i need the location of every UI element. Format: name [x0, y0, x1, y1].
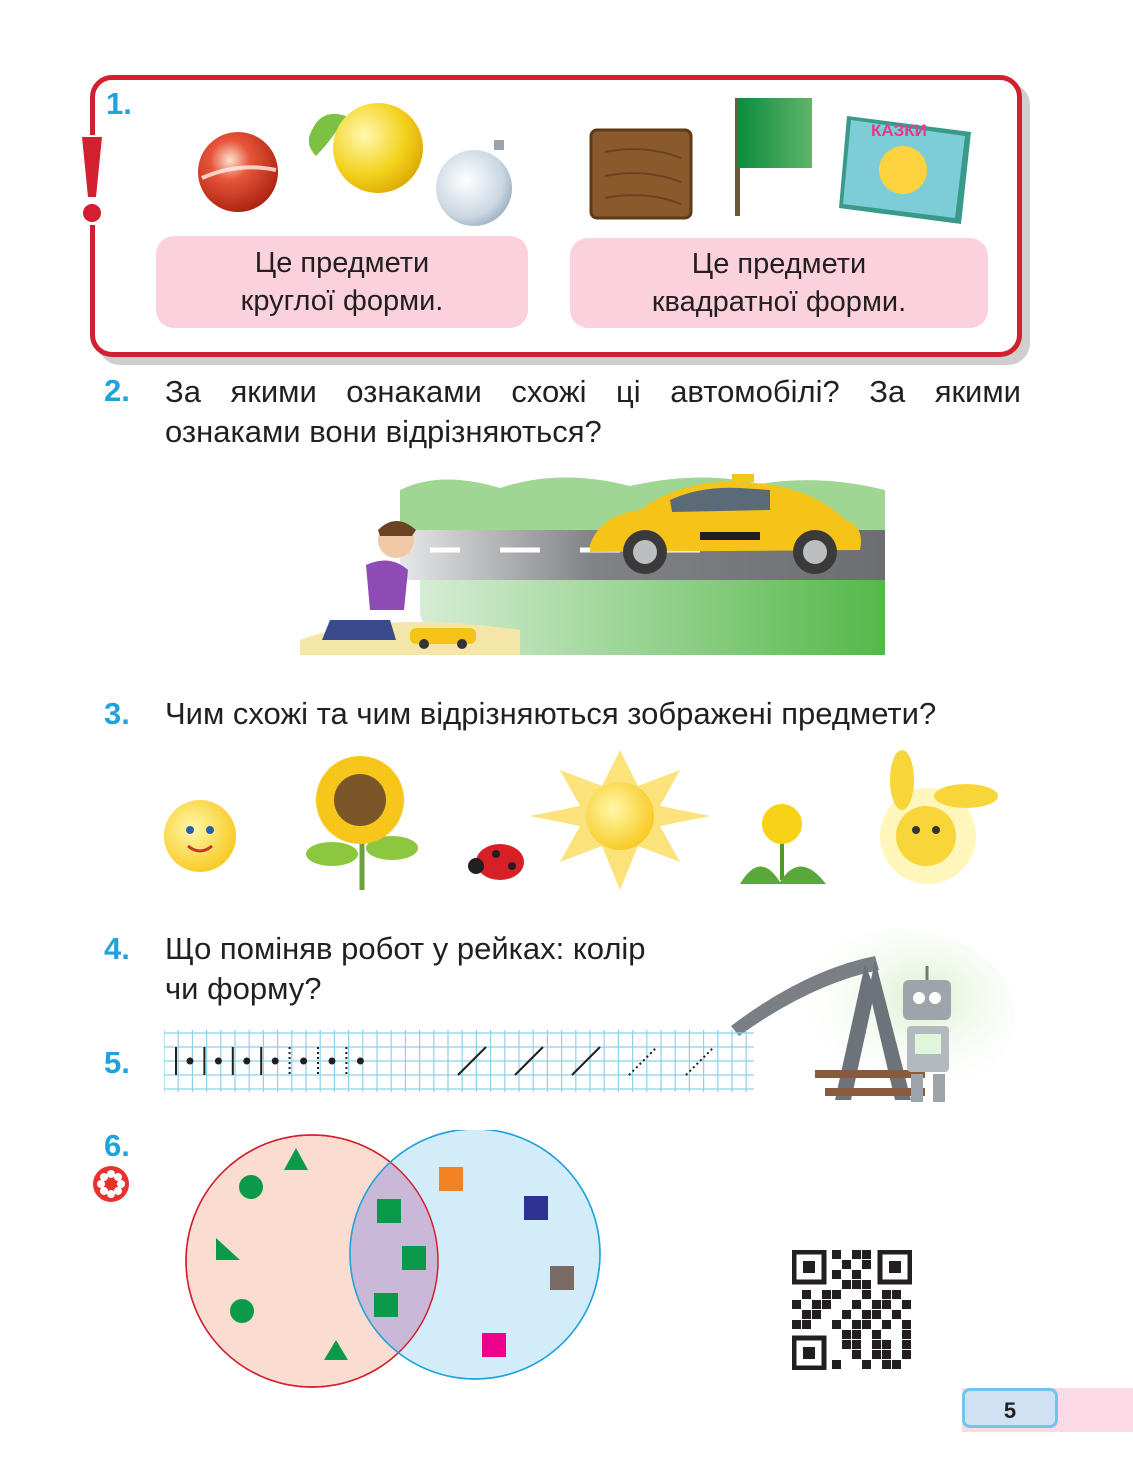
sun-icon	[530, 750, 710, 890]
qr-cell	[872, 1340, 881, 1349]
qr-cell	[792, 1300, 801, 1309]
qr-cell	[832, 1320, 841, 1329]
qr-cell	[892, 1290, 901, 1299]
qr-cell	[862, 1290, 871, 1299]
ornament-icon	[436, 150, 512, 226]
qr-cell	[852, 1330, 861, 1339]
square-shapes-label	[570, 238, 988, 328]
task5-number: 5.	[104, 1045, 130, 1080]
qr-cell	[842, 1340, 851, 1349]
pattern-dot	[358, 1059, 363, 1064]
pattern-dot	[301, 1059, 306, 1064]
task4-text-line1: Що поміняв робот у рейках: колір	[165, 931, 646, 966]
square-label-line2: квадратної форми.	[651, 286, 907, 318]
qr-cell	[832, 1360, 841, 1369]
qr-cell	[902, 1320, 911, 1329]
qr-cell	[882, 1350, 891, 1359]
qr-cell	[862, 1310, 871, 1319]
bunny-sun-icon	[880, 750, 998, 884]
gray-square	[550, 1266, 574, 1290]
qr-cell	[872, 1350, 881, 1359]
dandelion-icon	[740, 804, 826, 884]
qr-cell	[862, 1320, 871, 1329]
pink-square	[482, 1333, 506, 1357]
qr-cell	[902, 1330, 911, 1339]
task2-text-line1: За якими ознаками схожі ці автомобілі? За якими	[165, 374, 1021, 409]
pattern-dot	[244, 1059, 249, 1064]
round-label-line1: Це предмети	[254, 247, 430, 279]
qr-cell	[852, 1270, 861, 1279]
ladybug-icon	[468, 844, 524, 880]
pattern-dot	[330, 1059, 335, 1064]
qr-cell	[882, 1360, 891, 1369]
task4-number: 4.	[104, 931, 130, 966]
qr-cell	[852, 1340, 861, 1349]
qr-cell	[882, 1290, 891, 1299]
qr-cell	[892, 1360, 901, 1369]
qr-cell	[872, 1310, 881, 1319]
task2-number: 2.	[104, 373, 130, 408]
square-label-line1: Це предмети	[691, 248, 867, 280]
kolobok-icon	[164, 800, 236, 872]
task2-text-line2: ознаками вони відрізняються?	[165, 414, 602, 449]
board-icon	[591, 130, 691, 218]
ball-icon	[198, 132, 278, 212]
flag-icon	[735, 98, 812, 216]
qr-cell	[812, 1310, 821, 1319]
qr-cell	[852, 1250, 861, 1259]
qr-cell	[852, 1320, 861, 1329]
pattern-dot	[216, 1059, 221, 1064]
qr-cell	[852, 1350, 861, 1359]
task3-text: Чим схожі та чим відрізняються зображені предмети?	[165, 696, 937, 731]
task3-number: 3.	[104, 696, 130, 731]
task6-number: 6.	[104, 1128, 130, 1163]
qr-cell	[852, 1300, 861, 1309]
qr-cell	[802, 1320, 811, 1329]
qr-cell	[802, 1310, 811, 1319]
qr-cell	[842, 1280, 851, 1289]
round-label-line2: круглої форми.	[240, 285, 444, 317]
qr-cell	[872, 1330, 881, 1339]
qr-cell	[872, 1300, 881, 1309]
pattern-grid	[164, 1030, 754, 1092]
qr-cell	[862, 1360, 871, 1369]
objects-row-illustration	[160, 750, 1000, 895]
qr-cell	[832, 1270, 841, 1279]
qr-code-icon	[792, 1250, 912, 1370]
pattern-dot	[273, 1059, 278, 1064]
boy-icon	[322, 521, 416, 640]
qr-cell	[822, 1290, 831, 1299]
orange-square	[439, 1167, 463, 1191]
qr-cell	[792, 1320, 801, 1329]
qr-cell	[902, 1350, 911, 1359]
qr-cell	[862, 1250, 871, 1259]
green-square	[377, 1199, 401, 1223]
qr-cell	[852, 1280, 861, 1289]
qr-cell	[832, 1250, 841, 1259]
qr-cell	[812, 1300, 821, 1309]
task1-number: 1.	[106, 86, 132, 121]
green-circle	[239, 1175, 263, 1199]
sunflower-icon	[306, 756, 418, 890]
qr-cell	[842, 1330, 851, 1339]
flower-icon	[91, 1164, 131, 1204]
road-taxi-illustration	[300, 470, 885, 660]
qr-cell	[862, 1280, 871, 1289]
qr-cell	[902, 1340, 911, 1349]
qr-cell	[842, 1260, 851, 1269]
apple-icon	[333, 103, 423, 193]
green-square	[402, 1246, 426, 1270]
page-number: 5	[962, 1388, 1058, 1428]
round-objects-illustration	[192, 100, 532, 230]
qr-cell	[882, 1320, 891, 1329]
venn-diagram	[180, 1130, 610, 1390]
square-objects-illustration	[585, 92, 985, 232]
qr-cell	[862, 1260, 871, 1269]
green-square	[374, 1293, 398, 1317]
navy-square	[524, 1196, 548, 1220]
exclamation-mark-icon	[78, 135, 106, 225]
qr-cell	[822, 1300, 831, 1309]
qr-cell	[882, 1300, 891, 1309]
round-shapes-label	[156, 236, 528, 328]
pattern-dot	[188, 1059, 193, 1064]
svg-text:КАЗКИ: КАЗКИ	[871, 121, 927, 140]
book-icon	[839, 116, 971, 224]
qr-cell	[892, 1310, 901, 1319]
qr-cell	[832, 1290, 841, 1299]
robot-rails-illustration	[725, 930, 1015, 1110]
qr-cell	[902, 1300, 911, 1309]
qr-cell	[882, 1340, 891, 1349]
qr-cell	[842, 1310, 851, 1319]
qr-cell	[802, 1290, 811, 1299]
task4-text-line2: чи форму?	[165, 971, 322, 1006]
green-circle	[230, 1299, 254, 1323]
